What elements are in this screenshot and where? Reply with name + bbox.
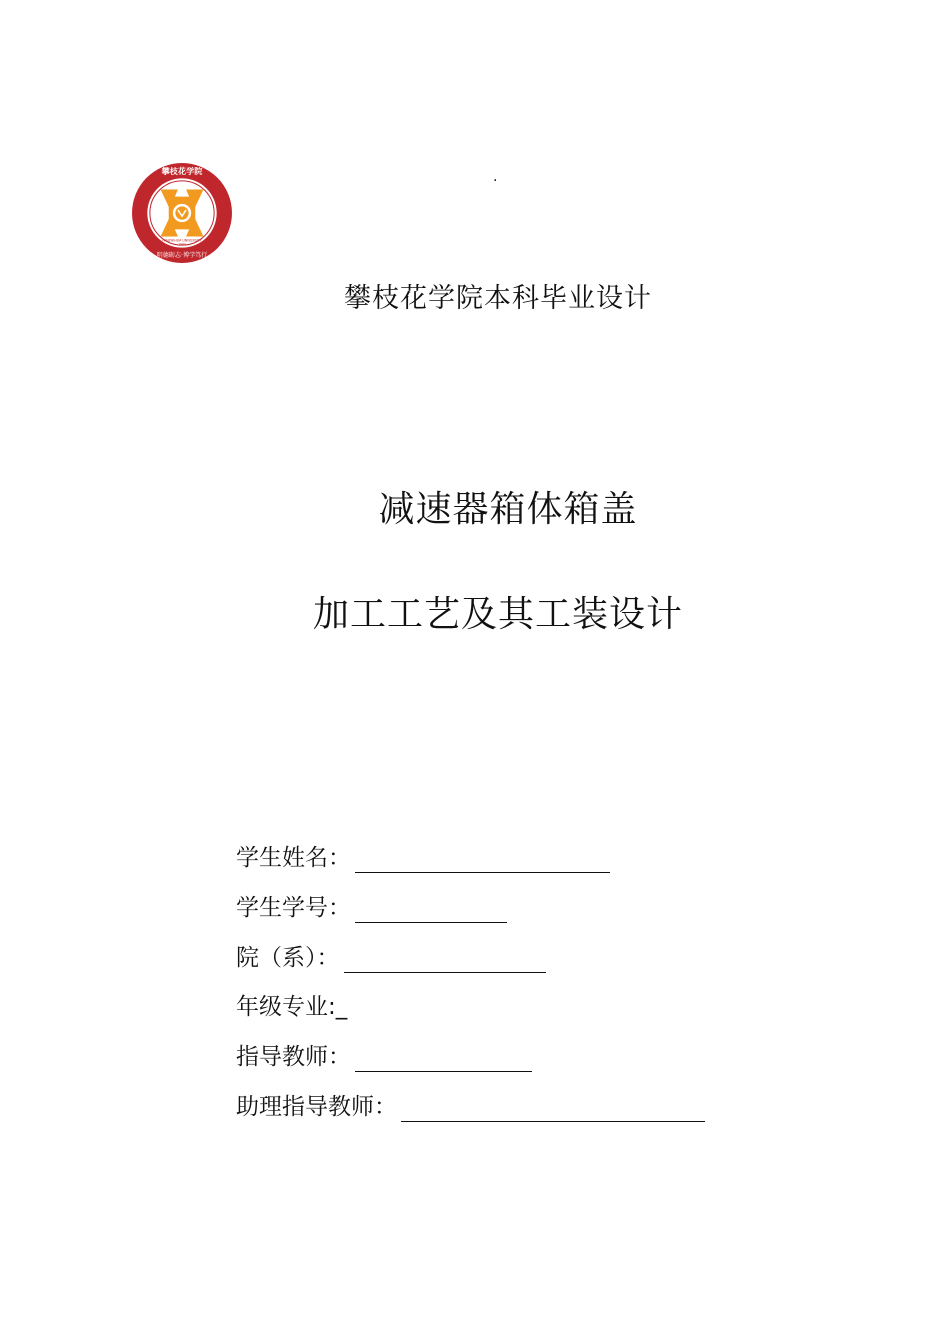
- field-label: 学生学号：: [236, 895, 351, 921]
- header-dot: .: [493, 169, 498, 185]
- fill-in-line: [355, 848, 610, 873]
- student-name-field: [236, 843, 610, 873]
- thesis-title-line-1: 减速器箱体箱盖: [378, 489, 638, 530]
- svg-text:PANZHIHUA UNIVERSITY: PANZHIHUA UNIVERSITY: [162, 238, 202, 243]
- department-field: [236, 943, 546, 973]
- fill-in-line: [355, 1047, 532, 1072]
- fill-in-line: [401, 1097, 705, 1122]
- field-label: 年级专业:_: [236, 994, 348, 1020]
- svg-text:明德砺志·博学笃行: 明德砺志·博学笃行: [156, 251, 208, 259]
- field-label: 学生姓名：: [236, 845, 351, 871]
- grade-major-field: [236, 992, 347, 1022]
- fill-in-line: [355, 898, 507, 923]
- advisor-field: [236, 1042, 532, 1072]
- thesis-title-line-2: 加工工艺及其工装设计: [312, 594, 683, 635]
- student-id-field: [236, 893, 507, 923]
- fill-in-line: [344, 948, 546, 973]
- field-label: 助理指导教师：: [236, 1094, 397, 1120]
- assistant-advisor-field: [236, 1092, 705, 1122]
- svg-text:攀枝花学院: 攀枝花学院: [161, 166, 203, 177]
- university-seal-icon: [131, 162, 233, 264]
- school-title: 攀枝花学院本科毕业设计: [344, 283, 652, 314]
- svg-text:1983: 1983: [178, 242, 186, 247]
- field-label: 指导教师：: [236, 1044, 351, 1070]
- field-label: 院（系）：: [236, 945, 340, 971]
